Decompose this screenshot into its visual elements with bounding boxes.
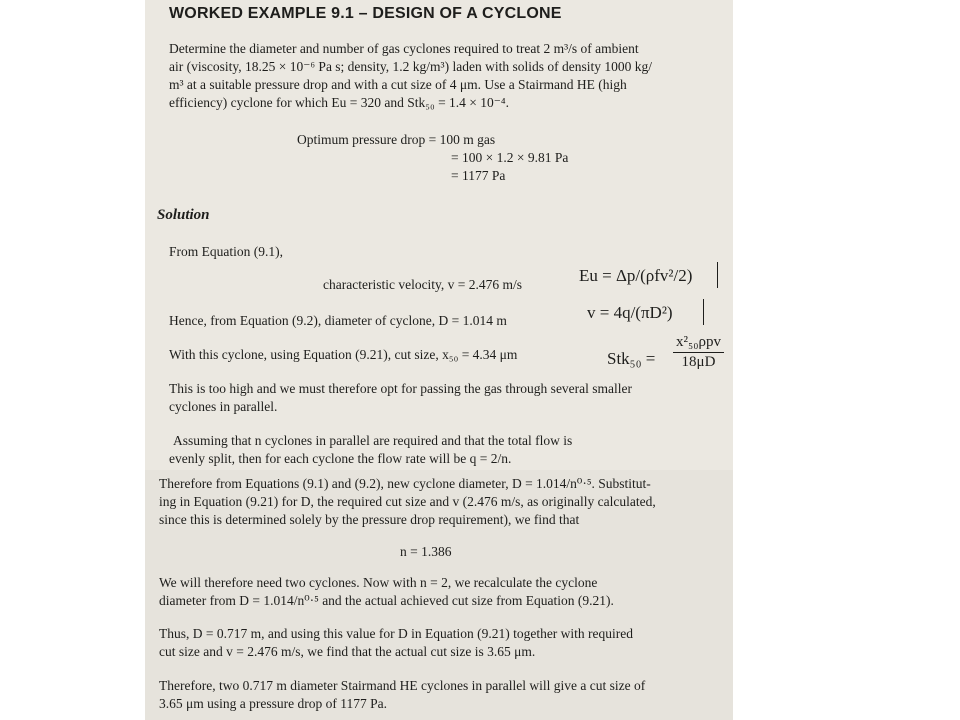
flow-equation: v = 4q/(πD²) xyxy=(587,303,673,322)
stokes-denominator: 18μD xyxy=(681,354,716,370)
result-line: Thus, D = 0.717 m, and using this value for D in Equation (9.21) together with required xyxy=(159,626,634,641)
pressure-drop-line: Optimum pressure drop = 100 m gas xyxy=(297,132,496,147)
solution-line: characteristic velocity, v = 2.476 m/s xyxy=(323,277,523,292)
result-line: 3.65 μm using a pressure drop of 1177 Pa. xyxy=(159,696,387,711)
result-line: cut size and v = 2.476 m/s, we find that the actual cut size is 3.65 μm. xyxy=(159,644,536,659)
solution-heading: Solution xyxy=(157,207,210,223)
result-line: since this is determined solely by the pressure drop requirement), we find that xyxy=(159,512,580,527)
worked-example-heading: WORKED EXAMPLE 9.1 – DESIGN OF A CYCLONE xyxy=(169,5,562,22)
stokes-equation-lhs: Stk₅₀ = xyxy=(607,349,656,368)
solution-line: From Equation (9.1), xyxy=(169,244,283,259)
solution-line: evenly split, then for each cyclone the flow rate will be q = 2/n. xyxy=(169,451,512,466)
solution-line: Assuming that n cyclones in parallel are required and that the total flow is xyxy=(173,433,573,448)
stokes-numerator: x²₅₀ρpv xyxy=(673,334,724,353)
solution-line: This is too high and we must therefore opt for passing the gas through several smaller xyxy=(169,381,633,396)
equation-marker xyxy=(703,299,704,325)
problem-line: air (viscosity, 18.25 × 10⁻⁶ Pa s; density, 1.2 kg/m³) laden with solids of density 1000 kg/ xyxy=(169,59,652,74)
result-line: Therefore, two 0.717 m diameter Stairmand HE cyclones in parallel will give a cut size of xyxy=(159,678,646,693)
result-line: We will therefore need two cyclones. Now with n = 2, we recalculate the cyclone xyxy=(159,575,598,590)
pressure-drop-line: = 1177 Pa xyxy=(451,168,506,183)
problem-line: Determine the diameter and number of gas cyclones required to treat 2 m³/s of ambient xyxy=(169,41,639,56)
stokes-equation-fraction xyxy=(673,334,724,371)
problem-line: m³ at a suitable pressure drop and with a cut size of 4 μm. Use a Stairmand HE (high xyxy=(169,77,627,92)
scan-page-bottom xyxy=(145,470,733,720)
euler-equation: Eu = Δp/(ρfv²/2) xyxy=(579,266,693,285)
pressure-drop-line: = 100 × 1.2 × 9.81 Pa xyxy=(451,150,569,165)
equation-marker xyxy=(717,262,718,288)
result-line: ing in Equation (9.21) for D, the required cut size and v (2.476 m/s, as originally calculated, xyxy=(159,494,656,509)
problem-line: efficiency) cyclone for which Eu = 320 and Stk₅₀ = 1.4 × 10⁻⁴. xyxy=(169,95,510,110)
result-line: diameter from D = 1.014/n⁰·⁵ and the actual achieved cut size from Equation (9.21). xyxy=(159,593,614,608)
result-line: Therefore from Equations (9.1) and (9.2), new cyclone diameter, D = 1.014/n⁰·⁵. Substitut- xyxy=(159,476,651,491)
solution-line: Hence, from Equation (9.2), diameter of cyclone, D = 1.014 m xyxy=(169,313,507,328)
scan-page-top xyxy=(145,0,733,470)
solution-line: cyclones in parallel. xyxy=(169,399,278,414)
result-line: n = 1.386 xyxy=(400,544,452,559)
solution-line: With this cyclone, using Equation (9.21), cut size, x₅₀ = 4.34 μm xyxy=(169,347,518,362)
